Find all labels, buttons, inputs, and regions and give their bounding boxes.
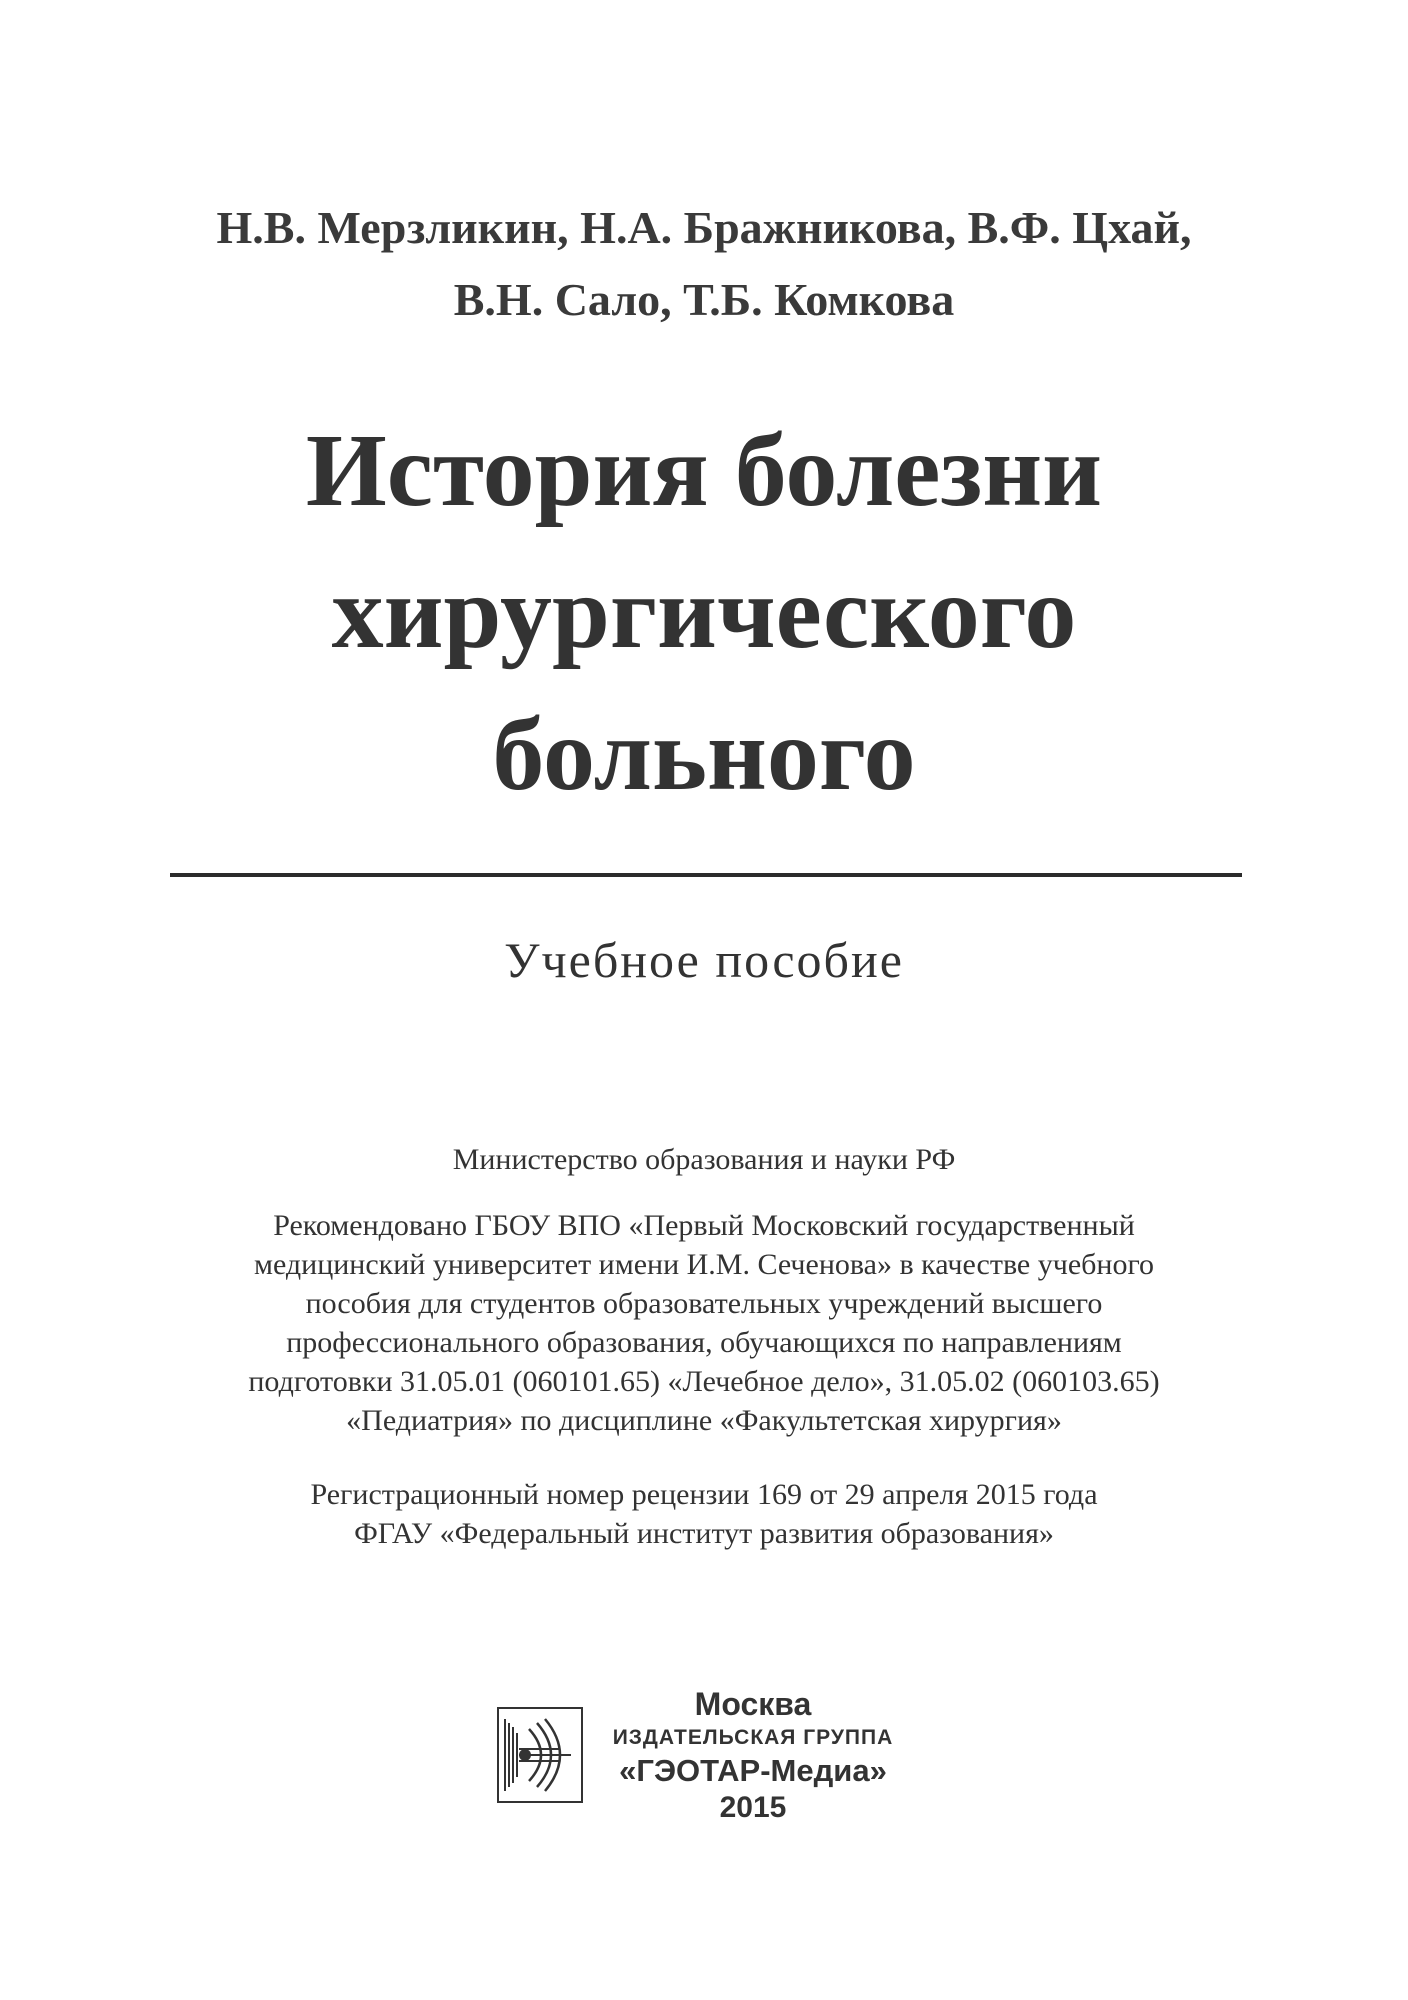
publisher-group: ИЗДАТЕЛЬСКАЯ ГРУППА	[612, 1726, 894, 1749]
book-title-line-1: История болезни	[305, 413, 1103, 528]
recommendation-line: медицинский университет имени И.М. Сеченова» в качестве учебного	[253, 1248, 1155, 1281]
recommendation-line: Рекомендовано ГБОУ ВПО «Первый Московский государственный	[273, 1209, 1135, 1242]
registration-line: ФГАУ «Федеральный институт развития образования»	[354, 1517, 1054, 1550]
ministry-line: Министерство образования и науки РФ	[452, 1143, 956, 1176]
title-divider	[170, 873, 1242, 877]
geotar-logo-icon	[497, 1707, 583, 1803]
book-subtitle: Учебное пособие	[504, 932, 904, 988]
authors-line-2: В.Н. Сало, Т.Б. Комкова	[453, 274, 955, 325]
recommendation-line: пособия для студентов образовательных учреждений высшего	[305, 1287, 1103, 1320]
registration-line: Регистрационный номер рецензии 169 от 29 апреля 2015 года	[310, 1478, 1098, 1511]
recommendation-text	[0, 1206, 1408, 1440]
authors-line-1: Н.В. Мерзликин, Н.А. Бражникова, В.Ф. Цхай,	[216, 202, 1192, 253]
publication-year: 2015	[719, 1791, 787, 1824]
publisher-name: «ГЭОТАР-Медиа»	[619, 1753, 887, 1788]
book-title-line-3: больного	[492, 697, 916, 812]
publisher-text	[593, 1685, 913, 1827]
book-title	[0, 400, 1408, 826]
publisher-block	[497, 1685, 917, 1825]
registration-text	[0, 1475, 1408, 1553]
recommendation-line: «Педиатрия» по дисциплине «Факультетская хирургия»	[346, 1404, 1062, 1437]
book-title-line-2: хирургического	[331, 555, 1077, 670]
authors	[0, 192, 1408, 336]
recommendation-line: подготовки 31.05.01 (060101.65) «Лечебное дело», 31.05.02 (060103.65)	[248, 1365, 1160, 1398]
recommendation-line: профессионального образования, обучающихся по направлениям	[286, 1326, 1122, 1359]
publisher-city: Москва	[694, 1686, 812, 1722]
